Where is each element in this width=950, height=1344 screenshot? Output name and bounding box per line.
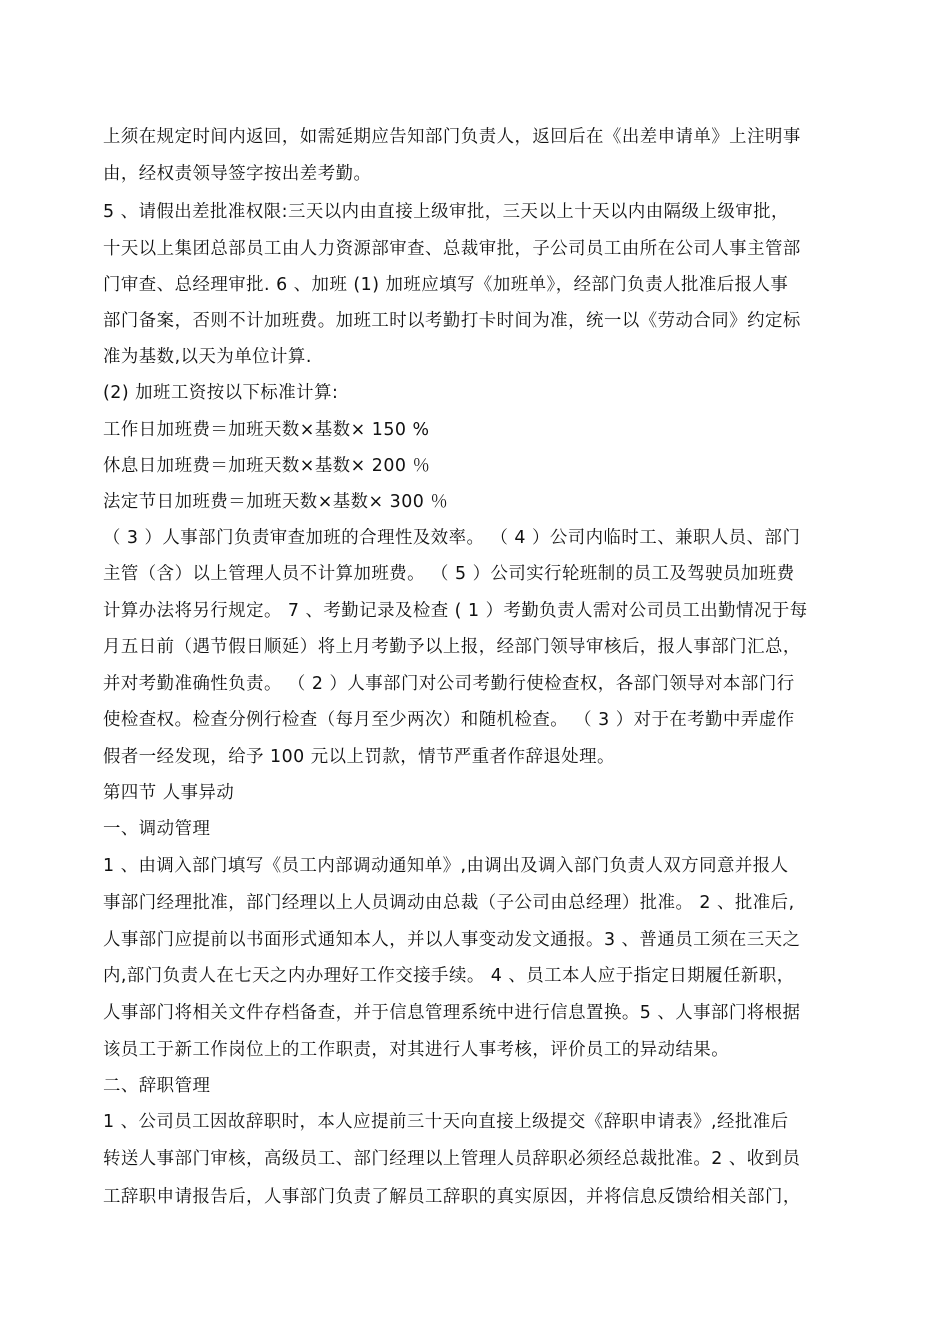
text-line: 1 、公司员工因故辞职时，本人应提前三十天向直接上级提交《辞职申请表》,经批准后 xyxy=(103,1112,789,1132)
text-line: 工作日加班费＝加班天数×基数× 150 % xyxy=(103,420,430,440)
text-line: 法定节日加班费＝加班天数×基数× 300 ％ xyxy=(103,492,449,512)
text-line: 月五日前（遇节假日顺延）将上月考勤予以上报，经部门领导审核后，报人事部门汇总， xyxy=(103,637,801,657)
text-line: 人事部门应提前以书面形式通知本人，并以人事变动发文通报。3 、普通员工须在三天之 xyxy=(103,930,801,950)
text-line: 计算办法将另行规定。 7 、考勤记录及检查 ( 1 ）考勤负责人需对公司员工出勤情况于每 xyxy=(103,601,808,621)
text-line: （ 3 ）人事部门负责审查加班的合理性及效率。 （ 4 ）公司内临时工、兼职人员、部门 xyxy=(103,528,801,548)
text-line: 人事部门将相关文件存档备查，并于信息管理系统中进行信息置换。5 、人事部门将根据 xyxy=(103,1003,801,1023)
subsection-heading: 二、辞职管理 xyxy=(103,1076,211,1096)
text-line: 门审查、总经理审批. 6 、加班 (1) 加班应填写《加班单》，经部门负责人批准后报人事 xyxy=(103,275,789,295)
text-line: 部门备案，否则不计加班费。加班工时以考勤打卡时间为准，统一以《劳动合同》约定标 xyxy=(103,311,801,331)
text-line: 该员工于新工作岗位上的工作职责，对其进行人事考核，评价员工的异动结果。 xyxy=(103,1040,730,1060)
text-line: 事部门经理批准，部门经理以上人员调动由总裁（子公司由总经理）批准。 2 、批准后, xyxy=(103,893,795,913)
text-line: 使检查权。检查分例行检查（每月至少两次）和随机检查。 （ 3 ）对于在考勤中弄虚作 xyxy=(103,710,795,730)
text-line: 5 、请假出差批准权限:三天以内由直接上级审批，三天以上十天以内由隔级上级审批， xyxy=(103,202,789,222)
text-line: 准为基数,以天为单位计算. xyxy=(103,347,312,367)
text-line: (2) 加班工资按以下标准计算: xyxy=(103,383,339,403)
text-line: 休息日加班费＝加班天数×基数× 200 ％ xyxy=(103,456,431,476)
text-line: 主管（含）以上管理人员不计算加班费。 （ 5 ）公司实行轮班制的员工及驾驶员加班费 xyxy=(103,564,795,584)
text-line: 转送人事部门审核，高级员工、部门经理以上管理人员辞职必须经总裁批准。2 、收到员 xyxy=(103,1149,801,1169)
text-line: 并对考勤准确性负责。 （ 2 ）人事部门对公司考勤行使检查权，各部门领导对本部门行 xyxy=(103,674,795,694)
text-line: 工辞职申请报告后，人事部门负责了解员工辞职的真实原因，并将信息反馈给相关部门， xyxy=(103,1187,801,1207)
subsection-heading: 一、调动管理 xyxy=(103,819,211,839)
text-line: 假者一经发现，给予 100 元以上罚款，情节严重者作辞退处理。 xyxy=(103,747,615,767)
text-line: 上须在规定时间内返回，如需延期应告知部门负责人，返回后在《出差申请单》上注明事 xyxy=(103,127,801,147)
section-heading: 第四节 人事异动 xyxy=(103,783,235,803)
text-line: 1 、由调入部门填写《员工内部调动通知单》,由调出及调入部门负责人双方同意并报人 xyxy=(103,856,789,876)
text-line: 内,部门负责人在七天之内办理好工作交接手续。 4 、员工本人应于指定日期履任新职， xyxy=(103,966,795,986)
text-line: 由，经权责领导签字按出差考勤。 xyxy=(103,164,372,184)
text-line: 十天以上集团总部员工由人力资源部审查、总裁审批，子公司员工由所在公司人事主管部 xyxy=(103,239,801,259)
